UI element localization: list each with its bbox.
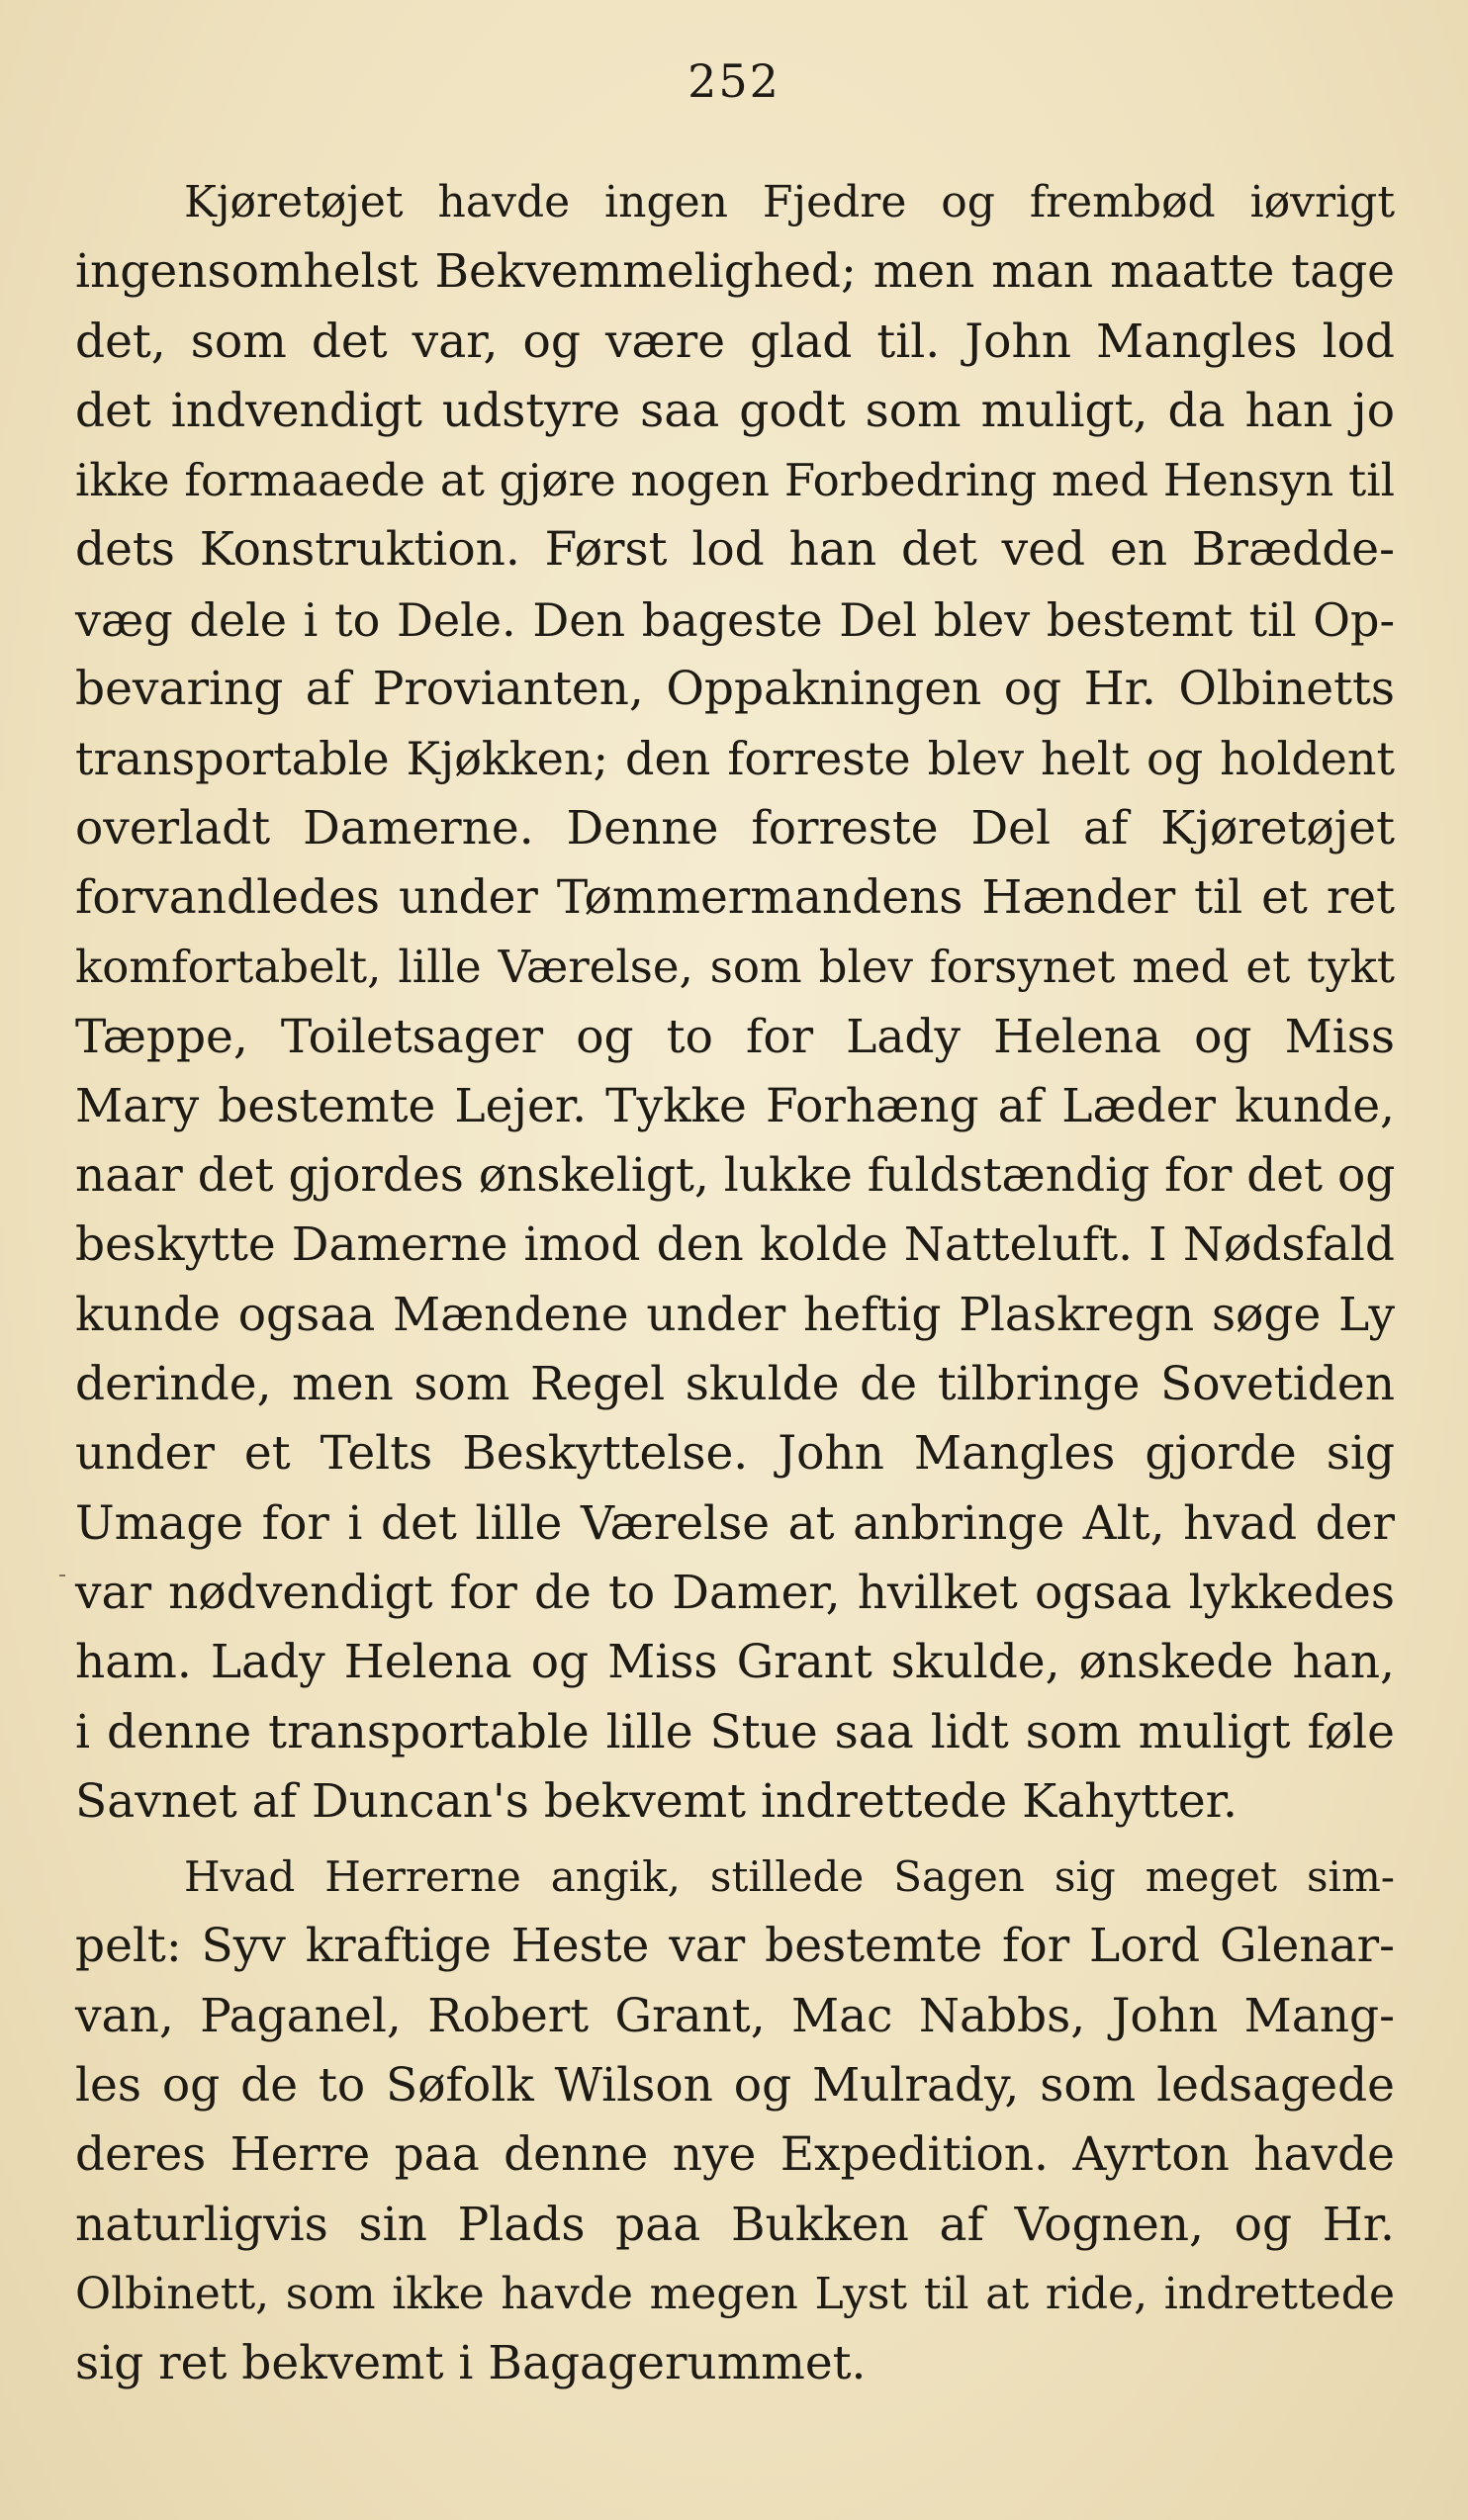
text-line: væg dele i to Dele. Den bageste Del blev bestemt til Op- <box>75 592 1395 647</box>
text-line: forvandledes under Tømmermandens Hænder til et ret <box>75 869 1395 925</box>
text-line: det, som det var, og være glad til. John Mangles lod <box>75 314 1395 369</box>
text-line: Hvad Herrerne angik, stillede Sagen sig meget sim- <box>184 1852 1395 1902</box>
text-line: transportable Kjøkken; den forreste blev helt og holdent <box>75 732 1395 786</box>
text-line: Savnet af Duncan's bekvemt indrettede Kahytter. <box>75 1773 1238 1829</box>
text-line: Olbinett, som ikke havde megen Lyst til at ride, indrettede <box>75 2268 1395 2319</box>
text-line: Mary bestemte Lejer. Tykke Forhæng af Læder kunde, <box>75 1078 1395 1133</box>
text-line: deres Herre paa denne nye Expedition. Ayrton havde <box>75 2127 1395 2183</box>
text-line: naturligvis sin Plads paa Bukken af Vognen, og Hr. <box>75 2197 1395 2252</box>
text-line: van, Paganel, Robert Grant, Mac Nabbs, John Mang- <box>75 1988 1395 2043</box>
text-line: pelt: Syv kraftige Heste var bestemte for Lord Glenar- <box>75 1919 1395 1974</box>
text-line: bevaring af Provianten, Oppakningen og Hr. Olbinetts <box>75 662 1395 717</box>
text-line: ikke formaaede at gjøre nogen Forbedring med Hensyn til <box>75 454 1395 507</box>
paragraph-2 <box>75 1843 1395 2398</box>
text-line: det indvendigt udstyre saa godt som muligt, da han jo <box>75 383 1395 438</box>
text-line: i denne transportable lille Stue saa lidt som muligt føle <box>75 1704 1395 1759</box>
text-line: var nødvendigt for de to Damer, hvilket ogsaa lykkedes <box>75 1565 1395 1620</box>
text-line: naar det gjordes ønskeligt, lukke fuldstændig for det og <box>75 1148 1396 1204</box>
text-line: dets Konstruktion. Først lod han det ved en Brædde- <box>75 522 1395 578</box>
text-line: Tæppe, Toiletsager og to for Lady Helena og Miss <box>75 1009 1395 1064</box>
text-line: derinde, men som Regel skulde de tilbringe Sovetiden <box>75 1357 1395 1412</box>
text-line: sig ret bekvemt i Bagagerummet. <box>75 2336 867 2391</box>
text-line: kunde ogsaa Mændene under heftig Plaskregn søge Ly <box>75 1287 1395 1342</box>
text-line: ingensomhelst Bekvemmelighed; men man maatte tage <box>75 244 1395 300</box>
text-line: under et Telts Beskyttelse. John Mangles gjorde sig <box>75 1426 1395 1482</box>
text-line: Kjøretøjet havde ingen Fjedre og frembød iøvrigt <box>184 177 1395 227</box>
text-line: Umage for i det lille Værelse at anbringe Alt, hvad der <box>75 1495 1395 1551</box>
text-line: les og de to Søfolk Wilson og Mulrady, som ledsagede <box>75 2058 1395 2114</box>
body-text <box>75 168 1395 2399</box>
page-number: 252 <box>688 54 780 108</box>
paragraph-1 <box>75 168 1395 1837</box>
text-line: ham. Lady Helena og Miss Grant skulde, ønskede han, <box>75 1635 1395 1690</box>
margin-mark <box>59 1575 65 1576</box>
text-line: beskytte Damerne imod den kolde Natteluft. I Nødsfald <box>75 1217 1395 1273</box>
text-line: overladt Damerne. Denne forreste Del af Kjøretøjet <box>75 800 1395 855</box>
text-line: komfortabelt, lille Værelse, som blev forsynet med et tykt <box>75 941 1395 994</box>
